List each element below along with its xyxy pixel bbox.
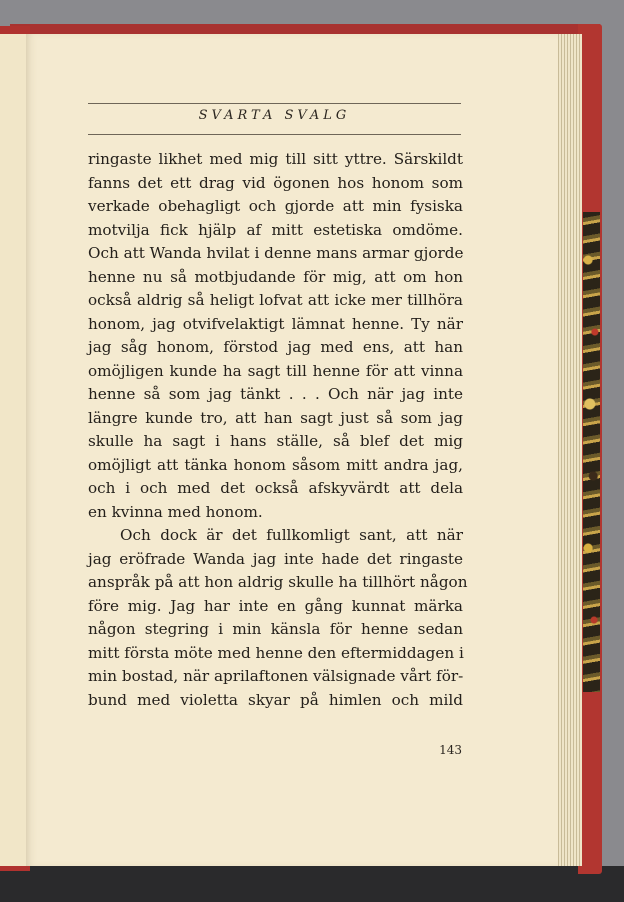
text-line: jag såg honom, förstod jag med ens, att han	[88, 338, 463, 356]
header-rule-top	[88, 103, 461, 104]
text-line: skulle ha sagt i hans ställe, så blef det mig	[88, 432, 463, 450]
running-head: SVARTA SVALG	[198, 108, 351, 123]
background-surface	[0, 866, 624, 902]
text-line: omöjligen kunde ha sagt till henne för att vinna	[88, 361, 463, 380]
text-line: mitt första möte med henne den eftermiddagen i	[88, 643, 464, 662]
text-line: anspråk på att hon aldrig skulle ha tillhört någon	[88, 573, 468, 591]
text-line: ringaste likhet med mig till sitt yttre. Särskildt	[88, 150, 463, 168]
header-rule-bottom	[88, 134, 461, 135]
marbled-endpaper	[583, 212, 600, 692]
text-line: motvilja fick hjälp af mitt estetiska omdöme.	[88, 220, 463, 239]
text-line: bund med violetta skyar på himlen och mild	[88, 690, 463, 709]
text-line-paragraph-start: Och dock är det fullkomligt sant, att när	[120, 526, 463, 544]
text-line: före mig. Jag har inte en gång kunnat märka	[88, 596, 463, 615]
text-line: någon stegring i min känsla för henne sedan	[88, 620, 463, 638]
facing-page-sliver	[0, 34, 27, 866]
text-line: verkade obehagligt och gjorde att min fysiska	[88, 197, 463, 215]
text-line: längre kunde tro, att han sagt just så som jag	[88, 408, 463, 427]
text-line: och i och med det också afskyvärdt att dela	[88, 479, 463, 497]
text-line: en kvinna med honom.	[88, 502, 263, 521]
text-line: honom, jag otvifvelaktigt lämnat henne. Ty när	[88, 314, 463, 333]
text-line: också aldrig så heligt lofvat att icke mer tillhöra	[88, 291, 463, 309]
text-line: Och att Wanda hvilat i denne mans armar gjorde	[88, 244, 464, 262]
body-text	[88, 148, 468, 712]
page-number: 143	[439, 743, 462, 757]
text-line: henne nu så motbjudande för mig, att om hon	[88, 267, 463, 286]
text-line: jag eröfrade Wanda jag inte hade det ringaste	[88, 549, 463, 568]
text-line: fanns det ett drag vid ögonen hos honom som	[88, 173, 463, 192]
page-edge-stack	[556, 34, 582, 866]
text-line: omöjligt att tänka honom såsom mitt andra jag,	[88, 455, 463, 474]
text-line: henne så som jag tänkt . . . Och när jag inte	[88, 385, 463, 403]
text-line: min bostad, när aprilaftonen välsignade vårt för-	[88, 667, 464, 685]
